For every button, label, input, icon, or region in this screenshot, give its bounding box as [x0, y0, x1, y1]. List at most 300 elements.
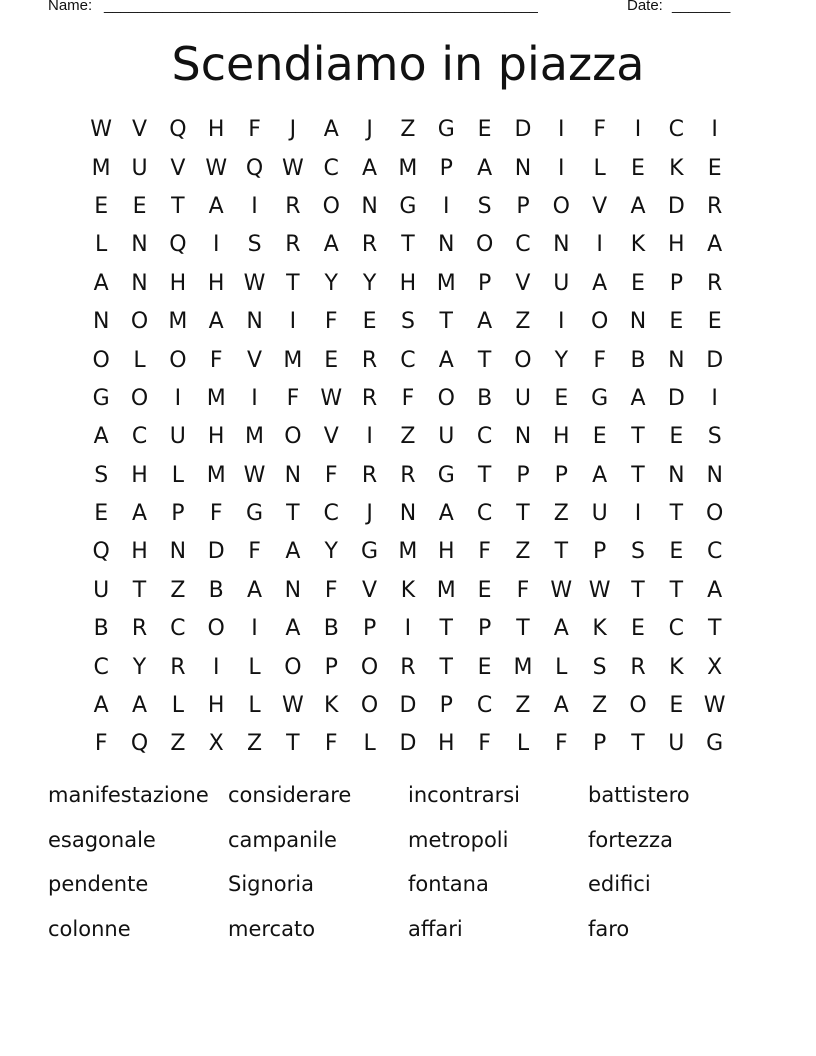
grid-letter: F	[593, 117, 606, 143]
grid-letter: G	[591, 385, 609, 411]
grid-letter: Z	[553, 501, 569, 527]
grid-letter: Z	[515, 693, 531, 719]
grid-letter: O	[322, 193, 340, 219]
word-list-item: metropoli	[408, 827, 509, 852]
grid-letter: P	[324, 654, 338, 680]
grid-row	[82, 149, 734, 187]
grid-letter: M	[206, 462, 226, 488]
grid-letter: G	[437, 117, 455, 143]
grid-letter: O	[590, 309, 609, 335]
grid-letter: D	[667, 193, 685, 219]
grid-letter: A	[592, 462, 608, 488]
grid-letter: D	[706, 347, 724, 373]
grid-letter: B	[477, 385, 493, 411]
grid-letter: I	[711, 117, 718, 143]
grid-letter: T	[439, 654, 453, 680]
grid-letter: F	[516, 577, 530, 603]
grid-letter: B	[630, 347, 646, 373]
grid-letter: T	[439, 309, 453, 335]
grid-letter: L	[248, 693, 261, 719]
name-line: ____________________________________________________	[104, 0, 538, 14]
grid-letter: O	[284, 654, 302, 680]
grid-letter: D	[514, 117, 532, 143]
grid-letter: C	[668, 616, 685, 642]
grid-letter: Q	[130, 731, 149, 757]
grid-letter: C	[323, 501, 339, 527]
grid-letter: U	[169, 424, 186, 450]
grid-letter: G	[399, 193, 417, 219]
grid-letter: R	[361, 232, 378, 258]
grid-letter: O	[360, 654, 379, 680]
grid-letter: K	[324, 693, 339, 719]
grid-letter: N	[284, 462, 302, 488]
grid-letter: C	[131, 424, 148, 450]
grid-letter: M	[168, 309, 188, 335]
grid-letter: E	[631, 616, 645, 642]
grid-row	[82, 725, 734, 763]
grid-letter: Y	[362, 270, 377, 296]
grid-letter: E	[362, 309, 377, 335]
grid-letter: A	[131, 693, 148, 719]
word-list-item: campanile	[228, 827, 337, 852]
grid-letter: T	[401, 232, 415, 258]
grid-letter: F	[324, 309, 338, 335]
grid-letter: A	[323, 232, 339, 258]
grid-letter: A	[477, 155, 493, 181]
grid-letter: A	[707, 577, 723, 603]
grid-letter: A	[362, 155, 378, 181]
grid-letter: H	[207, 270, 225, 296]
grid-letter: Z	[170, 577, 186, 603]
grid-letter: O	[552, 193, 570, 219]
grid-letter: L	[95, 232, 108, 258]
grid-letter: N	[514, 155, 532, 181]
grid-letter: O	[360, 693, 379, 719]
grid-letter: L	[593, 155, 606, 181]
grid-letter: P	[171, 501, 185, 527]
grid-letter: A	[131, 501, 148, 527]
grid-letter: T	[516, 616, 530, 642]
grid-letter: E	[477, 577, 492, 603]
word-list-item: fontana	[408, 872, 489, 897]
grid-letter: E	[94, 501, 109, 527]
grid-letter: Q	[169, 232, 187, 258]
word-list-item: mercato	[228, 917, 316, 942]
grid-letter: R	[707, 193, 723, 219]
grid-row	[82, 341, 734, 379]
grid-letter: T	[631, 731, 645, 757]
grid-letter: R	[361, 385, 378, 411]
grid-letter: U	[668, 731, 685, 757]
grid-letter: O	[514, 347, 532, 373]
grid-letter: A	[553, 616, 569, 642]
grid-letter: L	[363, 731, 376, 757]
grid-letter: U	[514, 385, 531, 411]
grid-letter: F	[209, 347, 223, 373]
grid-letter: Q	[245, 155, 264, 181]
grid-letter: A	[438, 347, 454, 373]
grid-row	[82, 111, 734, 149]
grid-letter: C	[323, 155, 339, 181]
worksheet-header	[0, 0, 816, 21]
grid-letter: R	[400, 654, 416, 680]
word-list-item: edifici	[588, 872, 651, 897]
grid-letter: F	[94, 731, 108, 757]
letter-grid	[82, 111, 734, 764]
grid-letter: E	[554, 385, 569, 411]
grid-letter: B	[208, 577, 224, 603]
grid-letter: F	[593, 347, 606, 373]
grid-letter: Z	[515, 309, 531, 335]
grid-letter: Z	[247, 731, 263, 757]
grid-letter: Z	[400, 424, 416, 450]
grid-letter: O	[130, 385, 149, 411]
grid-letter: Y	[554, 347, 569, 373]
grid-letter: Y	[324, 539, 338, 565]
grid-letter: E	[631, 155, 645, 181]
grid-letter: C	[706, 539, 723, 565]
grid-letter: S	[94, 462, 109, 488]
grid-letter: P	[669, 270, 683, 296]
grid-letter: V	[362, 577, 378, 603]
grid-letter: I	[558, 155, 565, 181]
grid-letter: I	[404, 616, 412, 642]
grid-letter: V	[592, 193, 608, 219]
grid-letter: Q	[92, 539, 110, 565]
grid-letter: K	[630, 232, 646, 258]
grid-letter: O	[92, 347, 110, 373]
grid-letter: W	[90, 117, 113, 143]
grid-letter: S	[707, 424, 722, 450]
grid-letter: O	[169, 347, 187, 373]
grid-letter: M	[206, 385, 226, 411]
grid-letter: F	[286, 385, 300, 411]
grid-letter: N	[514, 424, 532, 450]
grid-letter: N	[629, 309, 647, 335]
grid-row	[82, 572, 734, 610]
grid-letter: H	[553, 424, 570, 450]
grid-letter: T	[286, 501, 300, 527]
word-list-item: pendente	[48, 872, 149, 897]
grid-letter: W	[243, 462, 266, 488]
grid-letter: L	[555, 654, 568, 680]
grid-letter: T	[286, 731, 300, 757]
grid-letter: O	[284, 424, 302, 450]
grid-letter: I	[443, 193, 450, 219]
grid-letter: E	[592, 424, 607, 450]
grid-letter: M	[283, 347, 303, 373]
grid-letter: V	[247, 347, 263, 373]
grid-letter: V	[515, 270, 531, 296]
grid-letter: C	[476, 424, 493, 450]
grid-letter: W	[243, 270, 266, 296]
grid-letter: W	[588, 577, 611, 603]
grid-letter: F	[478, 539, 491, 565]
grid-letter: I	[251, 385, 258, 411]
grid-letter: P	[593, 731, 607, 757]
grid-row	[82, 188, 734, 226]
grid-row	[82, 648, 734, 686]
grid-letter: W	[205, 155, 228, 181]
grid-letter: I	[289, 309, 297, 335]
grid-letter: A	[285, 539, 301, 565]
grid-letter: I	[634, 117, 642, 143]
grid-letter: U	[438, 424, 455, 450]
grid-letter: A	[707, 232, 723, 258]
grid-letter: I	[174, 385, 182, 411]
grid-letter: S	[400, 309, 415, 335]
grid-letter: T	[286, 270, 300, 296]
word-list-item: colonne	[48, 917, 131, 942]
grid-letter: D	[399, 731, 417, 757]
grid-letter: E	[631, 270, 645, 296]
grid-letter: T	[477, 347, 492, 373]
grid-letter: T	[171, 193, 185, 219]
grid-letter: P	[439, 693, 453, 719]
grid-letter: M	[436, 270, 456, 296]
grid-letter: M	[91, 155, 111, 181]
grid-letter: E	[669, 424, 684, 450]
grid-letter: L	[133, 347, 146, 373]
date-line: _______	[672, 0, 731, 14]
grid-letter: I	[251, 616, 258, 642]
word-list-item: considerare	[228, 783, 352, 807]
grid-letter: O	[475, 232, 494, 258]
grid-letter: A	[477, 309, 493, 335]
grid-letter: F	[324, 462, 338, 488]
grid-letter: G	[92, 385, 110, 411]
grid-letter: G	[361, 539, 379, 565]
grid-letter: F	[324, 731, 338, 757]
grid-row	[82, 687, 734, 725]
grid-letter: L	[171, 462, 184, 488]
grid-letter: P	[554, 462, 568, 488]
grid-letter: T	[631, 462, 645, 488]
grid-letter: P	[516, 193, 530, 219]
grid-letter: Y	[324, 270, 338, 296]
grid-letter: R	[400, 462, 416, 488]
grid-letter: N	[131, 232, 148, 258]
word-list-item: battistero	[588, 783, 690, 807]
grid-letter: H	[131, 462, 148, 488]
grid-letter: I	[634, 501, 642, 527]
grid-letter: H	[207, 117, 225, 143]
grid-letter: K	[669, 155, 684, 181]
grid-letter: A	[93, 693, 109, 719]
grid-letter: E	[669, 693, 684, 719]
grid-letter: W	[282, 155, 304, 181]
grid-letter: X	[707, 654, 723, 680]
grid-letter: A	[208, 193, 224, 219]
grid-letter: M	[245, 424, 265, 450]
grid-letter: R	[361, 462, 378, 488]
word-list-item: Signoria	[228, 872, 314, 897]
grid-letter: R	[285, 193, 301, 219]
grid-letter: R	[285, 232, 301, 258]
grid-letter: H	[131, 539, 148, 565]
grid-letter: C	[476, 693, 493, 719]
grid-letter: I	[366, 424, 373, 450]
grid-letter: P	[477, 270, 492, 296]
grid-letter: D	[399, 693, 417, 719]
grid-letter: N	[169, 539, 187, 565]
grid-letter: T	[554, 539, 569, 565]
grid-letter: F	[324, 577, 338, 603]
grid-letter: S	[592, 654, 607, 680]
grid-row	[82, 303, 734, 341]
grid-letter: T	[477, 462, 492, 488]
grid-letter: H	[437, 539, 455, 565]
grid-letter: D	[667, 385, 685, 411]
grid-letter: C	[668, 117, 685, 143]
grid-letter: H	[169, 270, 187, 296]
grid-letter: J	[289, 117, 297, 143]
grid-letter: O	[130, 309, 149, 335]
grid-letter: H	[399, 270, 417, 296]
grid-letter: C	[170, 616, 186, 642]
grid-row	[82, 380, 734, 418]
grid-letter: M	[398, 539, 418, 565]
grid-letter: F	[209, 501, 223, 527]
grid-letter: J	[366, 117, 373, 143]
grid-letter: P	[593, 539, 607, 565]
grid-letter: J	[366, 501, 373, 527]
grid-letter: F	[248, 539, 261, 565]
grid-row	[82, 265, 734, 303]
grid-letter: O	[706, 501, 724, 527]
grid-letter: C	[515, 232, 531, 258]
grid-row	[82, 495, 734, 533]
grid-letter: U	[553, 270, 570, 296]
grid-letter: W	[282, 693, 304, 719]
grid-letter: G	[437, 462, 455, 488]
grid-letter: E	[94, 193, 109, 219]
grid-letter: C	[476, 501, 493, 527]
grid-letter: A	[93, 424, 109, 450]
grid-letter: N	[246, 309, 263, 335]
word-list	[48, 776, 768, 955]
grid-letter: L	[171, 693, 184, 719]
grid-row	[82, 610, 734, 648]
grid-letter: K	[592, 616, 607, 642]
grid-row	[82, 457, 734, 495]
grid-letter: L	[248, 654, 261, 680]
grid-letter: A	[438, 501, 454, 527]
grid-letter: W	[320, 385, 343, 411]
grid-letter: E	[477, 117, 492, 143]
grid-letter: T	[669, 577, 684, 603]
grid-letter: N	[399, 501, 417, 527]
grid-letter: A	[93, 270, 109, 296]
grid-letter: B	[323, 616, 339, 642]
grid-letter: D	[207, 539, 225, 565]
grid-letter: N	[706, 462, 723, 488]
grid-letter: Z	[515, 539, 531, 565]
grid-letter: N	[92, 309, 110, 335]
grid-letter: N	[131, 270, 148, 296]
grid-letter: A	[285, 616, 301, 642]
grid-letter: P	[516, 462, 530, 488]
grid-letter: A	[630, 193, 646, 219]
grid-letter: R	[630, 654, 646, 680]
grid-letter: U	[93, 577, 110, 603]
word-list-item: manifestazione	[48, 783, 209, 807]
grid-letter: S	[477, 193, 492, 219]
grid-letter: E	[324, 347, 339, 373]
grid-letter: A	[323, 117, 339, 143]
grid-letter: Y	[132, 654, 147, 680]
word-list-item: incontrarsi	[408, 783, 520, 807]
grid-letter: R	[361, 347, 378, 373]
grid-letter: P	[477, 616, 492, 642]
grid-letter: I	[596, 232, 603, 258]
grid-letter: A	[208, 309, 224, 335]
grid-letter: E	[707, 155, 722, 181]
grid-letter: R	[131, 616, 148, 642]
grid-letter: E	[669, 309, 684, 335]
grid-letter: N	[438, 232, 455, 258]
grid-letter: U	[131, 155, 148, 181]
grid-letter: H	[207, 693, 225, 719]
page-title: Scendiamo in piazza	[171, 37, 645, 91]
grid-letter: A	[630, 385, 646, 411]
grid-letter: H	[207, 424, 225, 450]
grid-letter: U	[591, 501, 608, 527]
grid-letter: T	[439, 616, 453, 642]
grid-letter: T	[132, 577, 147, 603]
grid-letter: Z	[170, 731, 186, 757]
grid-letter: B	[93, 616, 109, 642]
grid-letter: T	[631, 577, 645, 603]
grid-row	[82, 418, 734, 456]
grid-letter: V	[170, 155, 186, 181]
grid-letter: A	[553, 693, 569, 719]
grid-letter: M	[513, 654, 533, 680]
grid-letter: T	[516, 501, 530, 527]
grid-letter: R	[707, 270, 723, 296]
grid-letter: I	[212, 654, 220, 680]
word-list-item: esagonale	[48, 827, 156, 852]
grid-letter: K	[400, 577, 416, 603]
grid-letter: P	[362, 616, 377, 642]
grid-letter: I	[212, 232, 220, 258]
grid-letter: X	[208, 731, 224, 757]
grid-letter: A	[247, 577, 263, 603]
grid-letter: I	[558, 117, 565, 143]
grid-letter: V	[131, 117, 148, 143]
word-list-item: affari	[408, 917, 463, 942]
grid-letter: F	[401, 385, 415, 411]
grid-letter: I	[711, 385, 718, 411]
grid-letter: N	[668, 462, 685, 488]
grid-letter: L	[516, 731, 530, 757]
grid-row	[82, 226, 734, 264]
grid-letter: M	[398, 155, 418, 181]
grid-letter: P	[439, 155, 453, 181]
grid-letter: N	[668, 347, 685, 373]
grid-letter: K	[669, 654, 684, 680]
grid-letter: G	[246, 501, 264, 527]
grid-letter: T	[669, 501, 684, 527]
grid-letter: Z	[592, 693, 608, 719]
grid-letter: C	[93, 654, 109, 680]
grid-letter: C	[400, 347, 416, 373]
grid-letter: W	[703, 693, 726, 719]
grid-letter: E	[132, 193, 147, 219]
grid-letter: F	[248, 117, 261, 143]
word-list-item: fortezza	[588, 827, 673, 852]
grid-letter: H	[668, 232, 685, 258]
